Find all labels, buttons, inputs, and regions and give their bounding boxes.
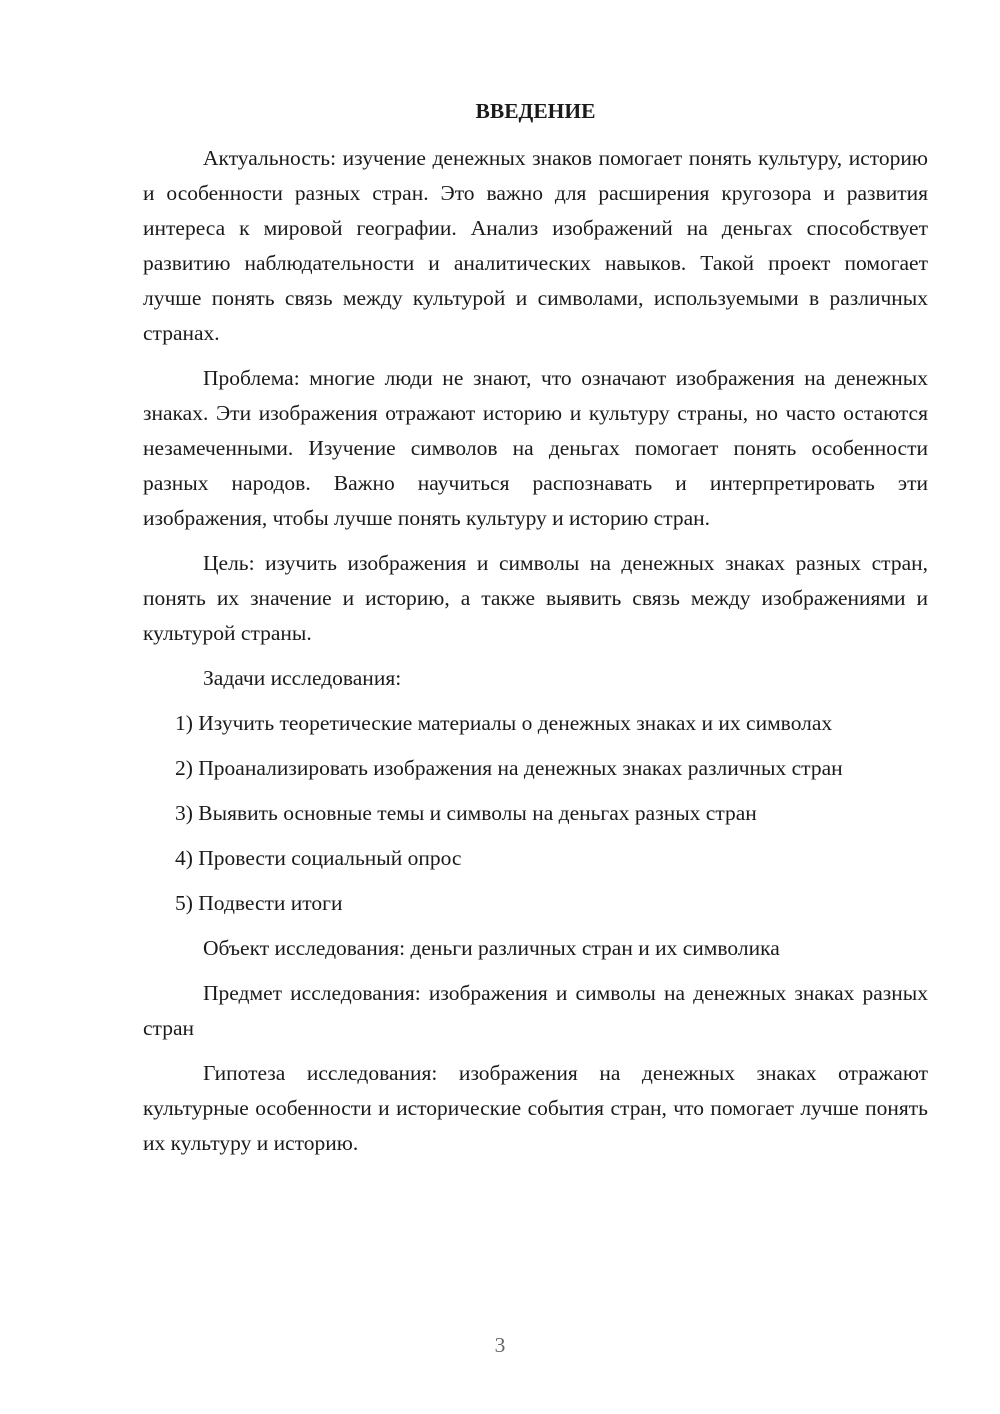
- task-item-1: 1) Изучить теоретические материалы о денежных знаках и их символах: [175, 711, 833, 735]
- task-item-3: 3) Выявить основные темы и символы на деньгах разных стран: [175, 801, 757, 825]
- paragraph-relevance: Актуальность: изучение денежных знаков помогает понять культуру, историю и особенности разных стран. Это важно для расширения кругозора и развития интереса к мировой географии. Анализ изображений на деньгах способствует развитию наблюдательности и аналитических навыков. Такой проект помогает лучше понять связь между культурой и символами, используемыми в различных странах.: [143, 146, 928, 345]
- section-title: ВВЕДЕНИЕ: [475, 99, 596, 123]
- tasks-heading: Задачи исследования:: [203, 666, 402, 690]
- paragraph-goal: Цель: изучить изображения и символы на денежных знаках разных стран, понять их значение и историю, а также выявить связь между изображениями и культурой страны.: [143, 551, 928, 645]
- task-item-5: 5) Подвести итоги: [175, 891, 343, 915]
- task-item-4: 4) Провести социальный опрос: [175, 846, 462, 870]
- paragraph-object: Объект исследования: деньги различных стран и их символика: [203, 936, 780, 960]
- document-page: [143, 94, 928, 1171]
- paragraph-subject: Предмет исследования: изображения и символы на денежных знаках разных стран: [143, 981, 928, 1040]
- paragraph-problem: Проблема: многие люди не знают, что означают изображения на денежных знаках. Эти изображения отражают историю и культуру страны, но часто остаются незамеченными. Изучение символов на деньгах помогает понять особенности разных народов. Важно научиться распознавать и интерпретировать эти изображения, чтобы лучше понять культуру и историю стран.: [143, 366, 928, 530]
- paragraph-hypothesis: Гипотеза исследования: изображения на денежных знаках отражают культурные особенности и исторические события стран, что помогает лучше понять их культуру и историю.: [143, 1061, 928, 1155]
- page-number: 3: [494, 1333, 506, 1357]
- task-item-2: 2) Проанализировать изображения на денежных знаках различных стран: [175, 756, 843, 780]
